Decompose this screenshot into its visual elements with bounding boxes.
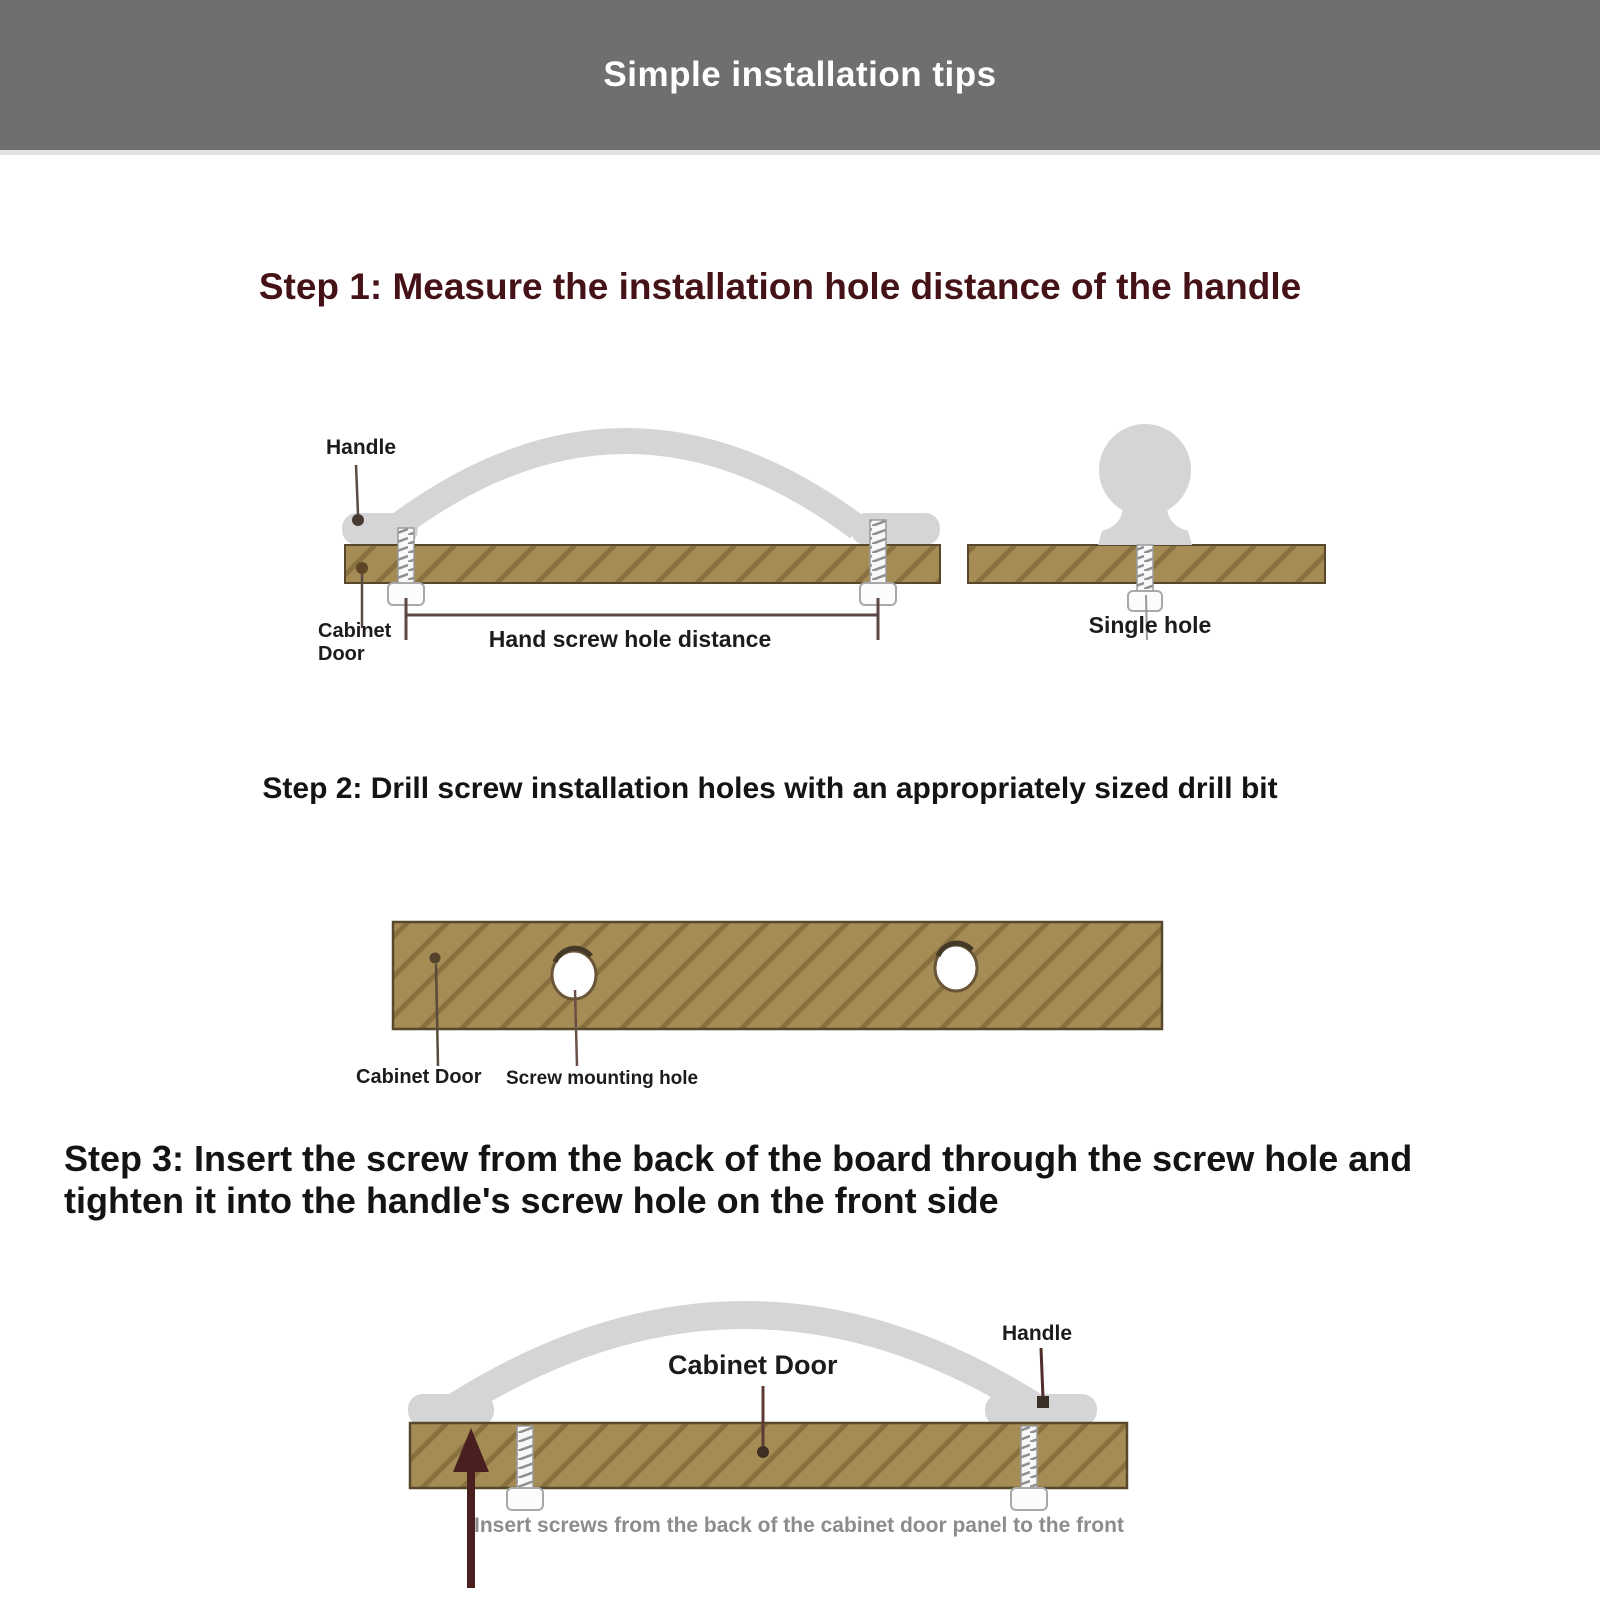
step3-title: Step 3: Insert the screw from the back of the board through the screw hole and tighten it into the handle's screw hole on the front side — [64, 1138, 1413, 1222]
step1-hole-distance-label: Hand screw hole distance — [488, 626, 772, 652]
step2-title: Step 2: Drill screw installation holes with an appropriately sized drill bit — [262, 772, 1278, 805]
step1-handle-label: Handle — [326, 436, 397, 459]
step3-insert-note: Insert screws from the back of the cabinet door panel to the front — [474, 1514, 1124, 1537]
header-bar — [0, 0, 1600, 155]
screw-hole-right — [935, 943, 977, 991]
step3-cabinet-door-label: Cabinet Door — [668, 1350, 838, 1380]
handle-leader-dot — [1037, 1396, 1049, 1408]
step2-screw-hole-label: Screw mounting hole — [506, 1068, 699, 1089]
handle-foot-left — [408, 1394, 494, 1426]
knob-screw-head — [1128, 591, 1162, 611]
knob-head — [1099, 424, 1191, 516]
step2-cabinet-door-label: Cabinet Door — [356, 1066, 482, 1088]
step2-diagram — [380, 910, 1180, 1110]
screw-right-thread — [870, 520, 886, 585]
handle-leader-line — [356, 465, 358, 514]
cabinet-door-dot — [757, 1446, 769, 1458]
screw-left-thread — [398, 528, 414, 585]
step3-handle-label: Handle — [1002, 1322, 1073, 1345]
cabinet-door-board — [345, 545, 940, 583]
step1-cabinet-door-label: Cabinet Door — [318, 620, 392, 665]
cabinet-door-dot — [356, 562, 368, 574]
cabinet-door-board — [393, 922, 1162, 1029]
knob-screw-thread — [1137, 545, 1153, 593]
handle-leader-dot — [352, 514, 364, 526]
step1-title: Step 1: Measure the installation hole distance of the handle — [258, 266, 1302, 307]
page-title: Simple installation tips — [603, 55, 997, 94]
handle-foot-right — [851, 513, 940, 545]
step1-single-hole-label: Single hole — [1088, 612, 1212, 638]
handle-arch — [395, 441, 858, 528]
cabinet-door-dot — [430, 953, 441, 964]
handle-leader-line — [1041, 1348, 1043, 1398]
knob-neck — [1098, 505, 1192, 545]
